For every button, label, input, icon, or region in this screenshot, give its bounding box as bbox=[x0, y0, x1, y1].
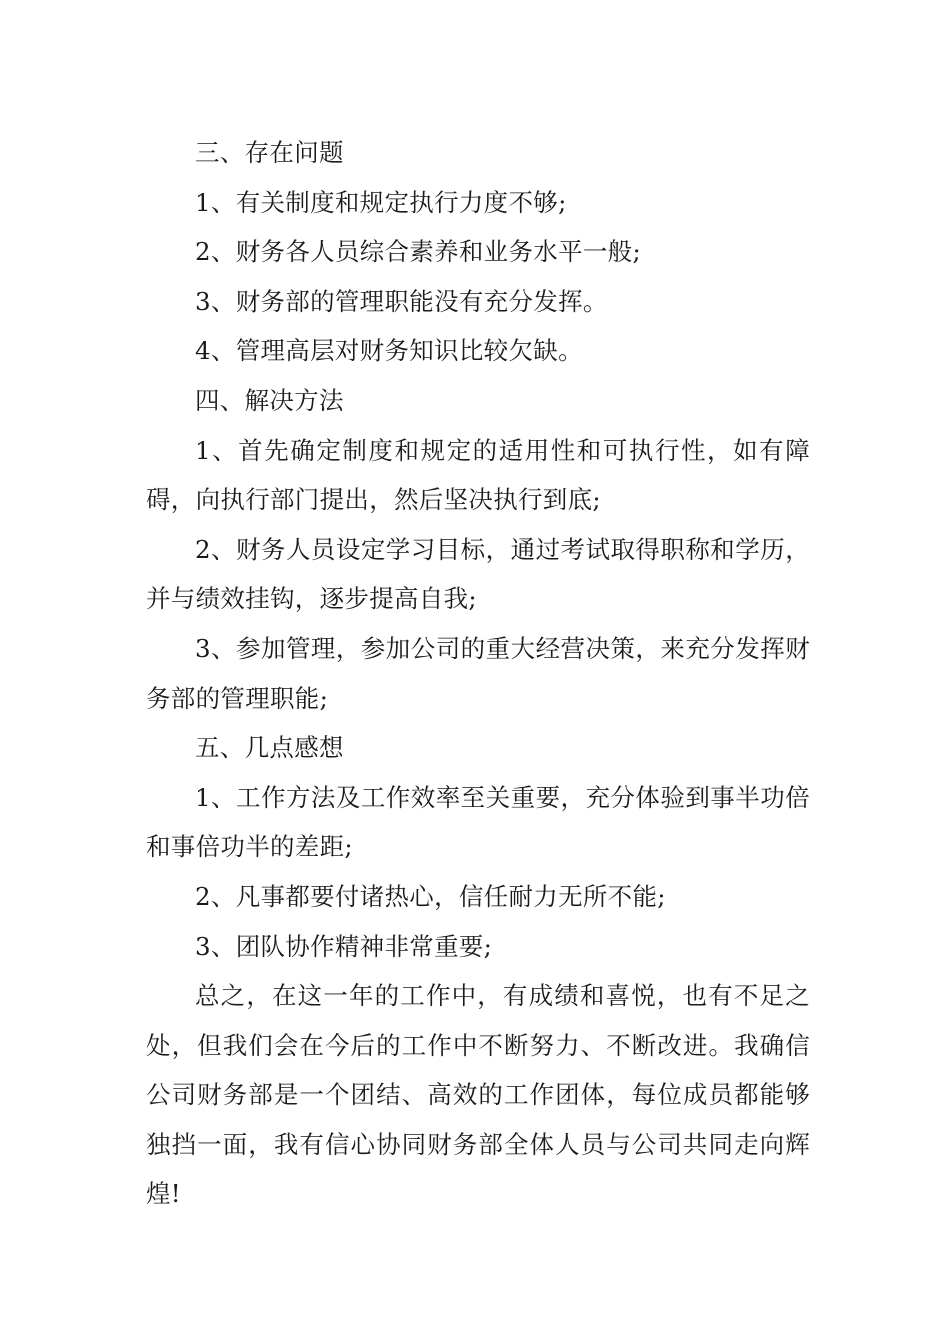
problem-item-3: 3、财务部的管理职能没有充分发挥。 bbox=[195, 286, 608, 316]
problem-item-1: 1、有关制度和规定执行力度不够; bbox=[195, 187, 567, 217]
solution-item-2: 2、财务人员设定学习目标，通过考试取得职称和学历，并与绩效挂钩，逐步提高自我; bbox=[146, 534, 810, 614]
section-heading-solutions: 四、解决方法 bbox=[195, 385, 344, 415]
problem-item-2: 2、财务各人员综合素养和业务水平一般; bbox=[195, 237, 642, 267]
conclusion-paragraph: 总之，在这一年的工作中，有成绩和喜悦，也有不足之处，但我们会在今后的工作中不断努力、不断改进。我确信公司财务部是一个团结、高效的工作团体，每位成员都能够独挡一面，我有信心协同财务部全体人员与公司共同走向辉煌! bbox=[146, 981, 810, 1209]
document-body bbox=[146, 128, 810, 1219]
reflection-item-1: 1、工作方法及工作效率至关重要，充分体验到事半功倍和事倍功半的差距; bbox=[146, 782, 810, 862]
section-heading-reflections: 五、几点感想 bbox=[195, 733, 344, 763]
solution-item-1: 1、首先确定制度和规定的适用性和可执行性，如有障碍，向执行部门提出，然后坚决执行到底; bbox=[146, 435, 810, 515]
problem-item-4: 4、管理高层对财务知识比较欠缺。 bbox=[195, 336, 583, 366]
reflection-item-3: 3、团队协作精神非常重要; bbox=[195, 931, 493, 961]
section-heading-problems: 三、存在问题 bbox=[195, 138, 344, 167]
reflection-item-2: 2、凡事都要付诸热心，信任耐力无所不能; bbox=[195, 881, 666, 911]
solution-item-3: 3、参加管理，参加公司的重大经营决策，来充分发挥财务部的管理职能; bbox=[146, 633, 810, 713]
